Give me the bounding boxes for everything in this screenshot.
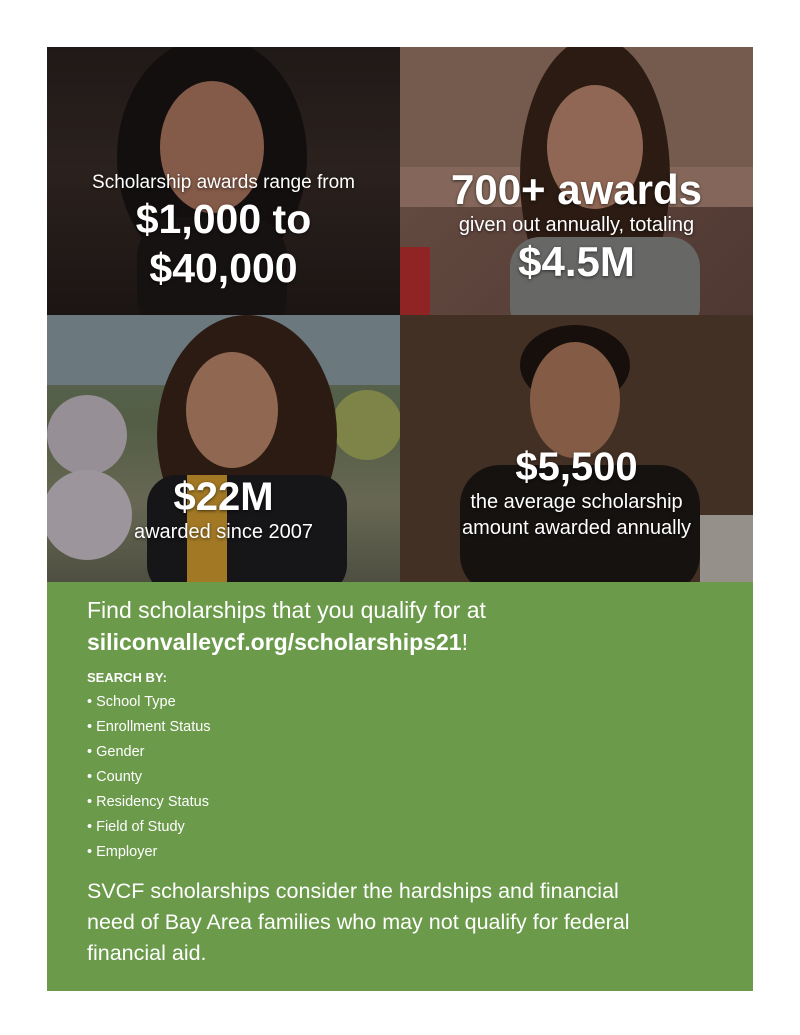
list-item: • School Type <box>87 694 176 710</box>
photo-tile-average-amount <box>400 315 753 582</box>
list-item: • Gender <box>87 744 145 760</box>
caption-line: given out annually, totaling <box>458 214 695 236</box>
caption-annual-awards <box>400 167 753 287</box>
caption-average-amount <box>400 445 753 541</box>
photo-tile-total-awarded <box>47 315 400 582</box>
flyer <box>47 47 753 991</box>
caption-line: $22M <box>173 475 274 519</box>
search-criteria-list <box>87 690 211 865</box>
list-item: • Residency Status <box>87 794 209 810</box>
caption-total-awarded <box>67 475 380 545</box>
find-text: Find scholarships that you qualify for at <box>87 597 486 623</box>
info-panel <box>47 582 753 991</box>
caption-line: $5,500 <box>515 445 638 489</box>
caption-line: awarded since 2007 <box>133 521 313 543</box>
caption-line: $40,000 <box>149 245 298 291</box>
photo-tile-annual-awards <box>400 47 753 315</box>
url-suffix: ! <box>461 629 468 655</box>
search-by-label: SEARCH BY: <box>87 670 167 685</box>
caption-line: $4.5M <box>518 238 635 285</box>
caption-award-range <box>47 172 400 292</box>
caption-line: the average scholarship <box>470 491 683 513</box>
hardship-note: SVCF scholarships consider the hardships and financial need of Bay Area families who may not qualify for federal financial aid. <box>87 879 630 965</box>
list-item: • Field of Study <box>87 819 185 835</box>
caption-line: 700+ awards <box>450 166 702 213</box>
find-scholarships-text <box>87 594 727 658</box>
photo-tile-award-range <box>47 47 400 315</box>
caption-line: amount awarded annually <box>461 517 692 539</box>
caption-line: $1,000 to <box>135 196 312 242</box>
list-item: • Employer <box>87 844 158 860</box>
list-item: • Enrollment Status <box>87 719 211 735</box>
photo-grid <box>47 47 753 582</box>
scholarships-url-link[interactable]: siliconvalleycf.org/scholarships21 <box>87 629 462 655</box>
caption-line: Scholarship awards range from <box>92 172 355 193</box>
list-item: • County <box>87 769 143 785</box>
